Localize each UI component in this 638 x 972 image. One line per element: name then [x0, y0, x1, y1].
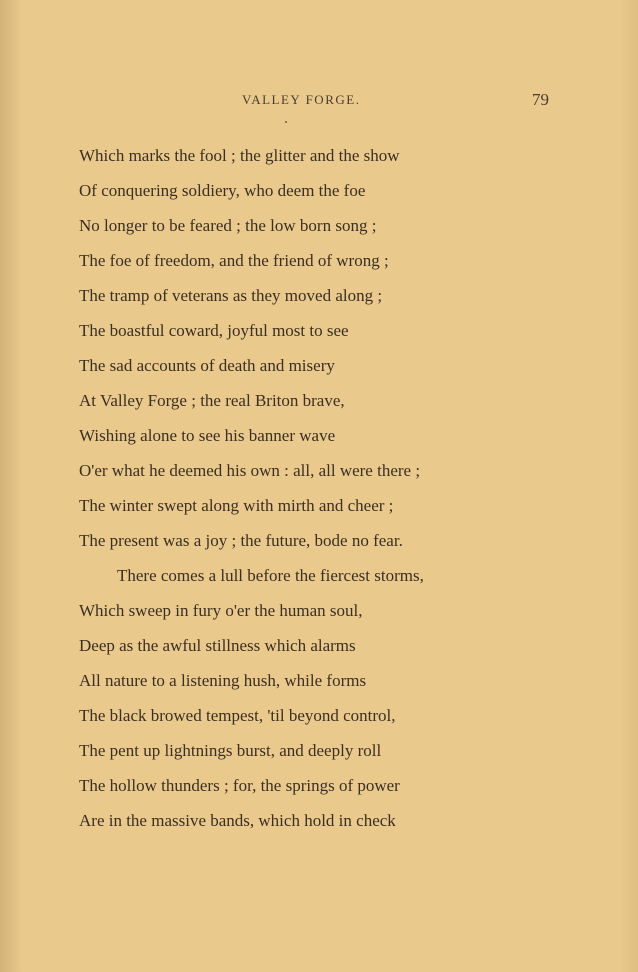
printer-mark [285, 121, 287, 123]
page-header [0, 92, 638, 112]
poem-line: The sad accounts of death and misery [79, 356, 335, 375]
poem-line: Which marks the fool ; the glitter and the show [79, 146, 400, 165]
poem-line: Which sweep in fury o'er the human soul, [79, 601, 363, 620]
poem-line: The boastful coward, joyful most to see [79, 321, 349, 340]
poem-line: The winter swept along with mirth and cheer ; [79, 496, 394, 515]
poem-text [79, 138, 559, 838]
poem-line: The tramp of veterans as they moved along ; [79, 286, 383, 305]
poem-line: O'er what he deemed his own : all, all were there ; [79, 461, 421, 480]
poem-line: The pent up lightnings burst, and deeply roll [79, 741, 382, 760]
page-number: 79 [532, 90, 549, 109]
poem-line: At Valley Forge ; the real Briton brave, [79, 391, 345, 410]
poem-line: All nature to a listening hush, while forms [79, 671, 367, 690]
poem-line: Are in the massive bands, which hold in check [79, 811, 396, 830]
poem-line: The hollow thunders ; for, the springs of power [79, 776, 400, 795]
poem-line: Deep as the awful stillness which alarms [79, 636, 356, 655]
stanza-first-line: There comes a lull before the fiercest storms, [117, 566, 424, 585]
poem-line: The foe of freedom, and the friend of wrong ; [79, 251, 389, 270]
poem-line: Of conquering soldiery, who deem the foe [79, 181, 366, 200]
running-title: VALLEY FORGE. [242, 92, 361, 107]
poem-line: The black browed tempest, 'til beyond control, [79, 706, 396, 725]
poem-line: No longer to be feared ; the low born song ; [79, 216, 377, 235]
poem-line: Wishing alone to see his banner wave [79, 426, 336, 445]
poem-line: The present was a joy ; the future, bode no fear. [79, 531, 403, 550]
